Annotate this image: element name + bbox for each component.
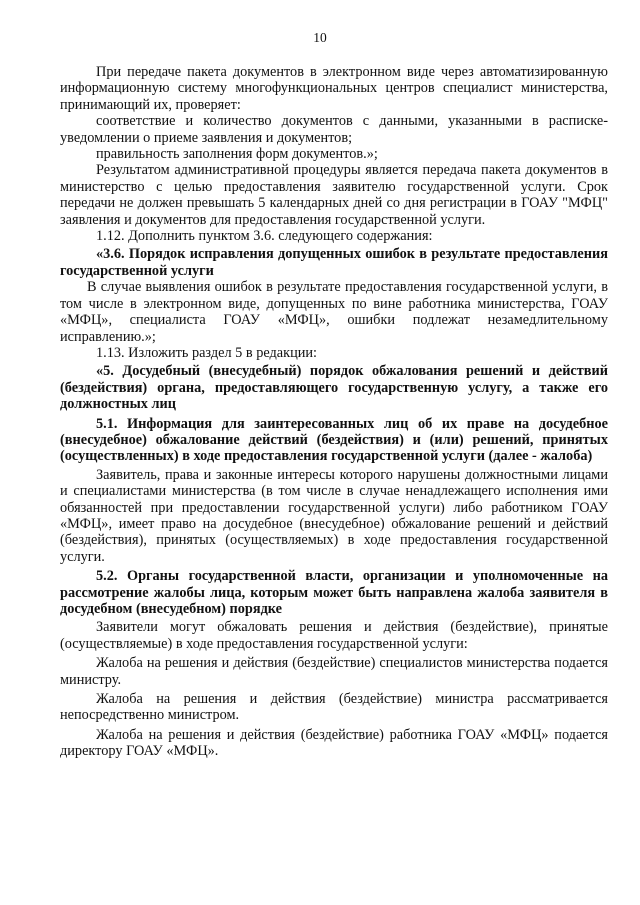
paragraph-amendment-1-13: 1.13. Изложить раздел 5 в редакции: (96, 344, 317, 361)
page-number: 10 (313, 30, 327, 45)
paragraph-check-documents: соответствие и количество документов с данными, указанными в расписке-уведомлении о приеме заявления и документов; (60, 113, 608, 146)
document-body (60, 64, 608, 760)
section-heading-5: «5. Досудебный (внесудебный) порядок обжалования решений и действий (бездействия) органа, предоставляющего государственную услугу, а также его должностных лиц (60, 363, 608, 413)
paragraph-amendment-1-12: 1.12. Дополнить пунктом 3.6. следующего содержания: (96, 228, 433, 245)
paragraph-procedure-result: Результатом административной процедуры является передача пакета документов в министерство с целью предоставления заявителю государственной услуги. Срок передачи не должен превышать 5 календарных дней со дня регистрации в ГОАУ "МФЦ" заявления и документов для предоставления государственной услуги. (60, 162, 608, 228)
paragraph-transfer-check: При передаче пакета документов в электронном виде через автоматизированную информационную систему многофункциональных центров специалист министерства, принимающий их, проверяет: (60, 64, 608, 113)
paragraph-applicant-rights: Заявитель, права и законные интересы которого нарушены должностными лицами и специалистами министерства (в том числе в случае ненадлежащего исполнения ими обязанностей при предоставлении государственной услуги) либо работником ГОАУ «МФЦ», имеет право на досудебное (внесудебное) обжалование решений и действий (бездействия), принятых (осуществляемых) в ходе предоставления государственной услуги. (60, 466, 608, 565)
paragraph-appeal-actions: Заявители могут обжаловать решения и действия (бездействие), принятые (осуществляемые) в ходе предоставления государственной услуги: (60, 619, 608, 652)
section-heading-5-1: 5.1. Информация для заинтересованных лиц об их праве на досудебное (внесудебное) обжалование действий (бездействия) и (или) решений, принятых (осуществленных) в ходе предоставления государственной услуги (далее - жалоба) (60, 415, 608, 465)
section-heading-5-2: 5.2. Органы государственной власти, организации и уполномоченные на рассмотрение жалобы лица, которым может быть направлена жалоба заявителя в досудебном (внесудебном) порядке (60, 568, 608, 617)
paragraph-complaint-mfc: Жалоба на решения и действия (бездействие) работника ГОАУ «МФЦ» подается директору ГОАУ «МФЦ». (60, 726, 608, 760)
section-heading-3-6: «3.6. Порядок исправления допущенных ошибок в результате предоставления государственной услуги (60, 246, 608, 279)
paragraph-check-forms: правильность заполнения форм документов.»; (96, 146, 378, 163)
paragraph-complaint-minister: Жалоба на решения и действия (бездействие) министра рассматривается непосредственно министром. (60, 691, 608, 724)
paragraph-error-correction: В случае выявления ошибок в результате предоставления государственной услуги, в том числе в электронном виде, допущенных по вине работника министерства, ГОАУ «МФЦ», специалиста ГОАУ «МФЦ», ошибки подлежат незамедлительному исправлению.»; (60, 279, 608, 345)
paragraph-complaint-specialists: Жалоба на решения и действия (бездействие) специалистов министерства подается министру. (60, 655, 608, 688)
